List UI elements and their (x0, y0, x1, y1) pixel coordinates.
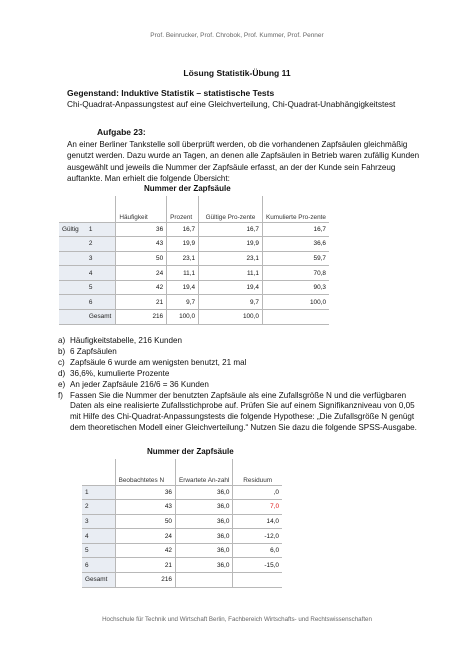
header-residuum: Residuum (233, 459, 282, 485)
header-kumulierte-prozente: Kumulierte Pro-zente (262, 196, 329, 222)
header-erwartet: Erwartete An-zahl (175, 459, 232, 485)
table-row: 2 43 36,0 7,0 (82, 500, 282, 515)
highlighted-residual: 7,0 (233, 500, 282, 515)
table-row: 3 50 23,1 23,1 59,7 (59, 251, 329, 266)
table-row: 6 21 36,0 -15,0 (82, 558, 282, 573)
list-item: a) Häufigkeitstabelle, 216 Kunden (58, 336, 183, 345)
table-total-row: Gesamt 216 (82, 573, 282, 588)
header-gueltige-prozente: Gültige Pro-zente (199, 196, 263, 222)
list-item: c) Zapfsäule 6 wurde am wenigsten benutzt, 21 mal (58, 357, 247, 367)
list-item: e) An jeder Zapfsäule 216/6 = 36 Kunden (58, 379, 209, 389)
page-header: Prof. Beinrucker, Prof. Chrobok, Prof. Kummer, Prof. Penner (150, 32, 324, 39)
subject-heading: Gegenstand: Induktive Statistik – statistische Tests (67, 88, 275, 98)
intro-paragraph: An einer Berliner Tankstelle soll überprüft werden, ob die vorhandenen Zapfsäulen gleichmäßig genutzt werden. Dazu wurde an Tagen, an denen alle Zapfsäulen in Betrieb waren zufällig Kunden ausgewählt und jeweils die Nummer der Zapfsäule erfasst, an der der Kunde sein Fahrzeug auftankte. Man erhielt die folgende Übersicht: (67, 140, 420, 183)
table-row: 4 24 11,1 11,1 70,8 (59, 266, 329, 281)
header-prozent: Prozent (167, 196, 199, 222)
frequency-table (59, 196, 329, 325)
table1-title: Nummer der Zapfsäule (144, 184, 231, 193)
table-total-row: Gesamt 216 100,0 100,0 (59, 310, 329, 325)
table-row: 4 24 36,0 -12,0 (82, 529, 282, 544)
table-row: 5 42 19,4 19,4 90,3 (59, 280, 329, 295)
list-item: f) Fassen Sie die Nummer der benutzten Zapfsäule als eine Zufallsgröße N und die verfügbaren Daten als eine realisierte Zufallsstichprobe auf. Prüfen Sie auf einem Signifikanzniveau von 0,05 mit Hilfe des Chi-Quadrat-Anpassungstests die folgende Hypothese: „Die Zufallsgröße N genügt dem theoretischen Modell einer Gleichverteilung.“ Nutzen Sie dazu die folgende SPSS-Ausgabe. (58, 390, 417, 433)
header-beobachtet: Beobachtetes N (115, 459, 175, 485)
table-row: 3 50 36,0 14,0 (82, 514, 282, 529)
list-item: b) 6 Zapfsäulen (58, 346, 117, 356)
header-haeufigkeit: Häufigkeit (116, 196, 167, 222)
page-title: Lösung Statistik-Übung 11 (183, 68, 291, 78)
subject-subline: Chi-Quadrat-Anpassungstest auf eine Gleichverteilung, Chi-Quadrat-Unabhängigkeitstest (67, 99, 396, 109)
chi-square-table (82, 459, 282, 588)
list-item: d) 36,6%, kumulierte Prozente (58, 368, 170, 378)
table2-title: Nummer der Zapfsäule (147, 447, 234, 456)
table-row: 6 21 9,7 9,7 100,0 (59, 295, 329, 310)
table-row: 2 43 19,9 19,9 36,6 (59, 237, 329, 252)
group-label: Gültig (59, 222, 86, 237)
table-row: 5 42 36,0 6,0 (82, 543, 282, 558)
table-row: Gültig 1 36 16,7 16,7 16,7 (59, 222, 329, 237)
answer-list (58, 336, 418, 434)
task-heading: Aufgabe 23: (97, 127, 146, 137)
page-footer: Hochschule für Technik und Wirtschaft Berlin, Fachbereich Wirtschafts- und Rechtswissenschaften (102, 616, 372, 623)
table-row: 1 36 36,0 ,0 (82, 485, 282, 500)
